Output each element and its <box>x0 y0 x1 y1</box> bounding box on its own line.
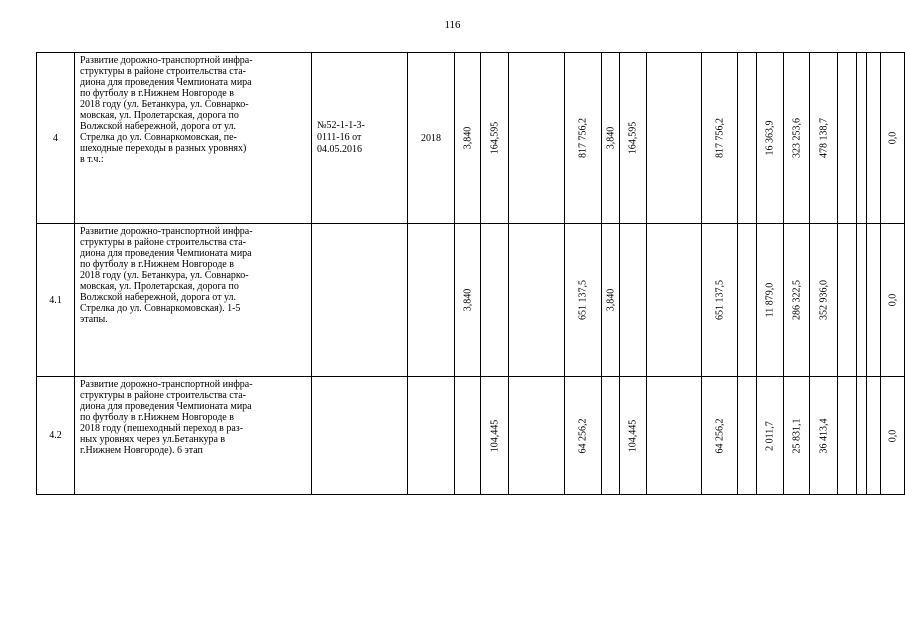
cell-c12: 352 936,0 <box>810 224 838 377</box>
row-contract: №52-1-1-3- 0111-16 от 04.05.2016 <box>312 53 408 224</box>
cell-c8: 817 756,2 <box>702 53 738 224</box>
cell-c7 <box>647 53 702 224</box>
row-year: 2018 <box>408 53 455 224</box>
cell-c6: 164,595 <box>620 53 647 224</box>
cell-c4: 64 256,2 <box>565 377 602 495</box>
cell-c2 <box>481 224 509 377</box>
cell-c11: 323 253,6 <box>784 53 810 224</box>
cell-c6: 104,445 <box>620 377 647 495</box>
cell-c5 <box>602 377 620 495</box>
cell-c1: 3,840 <box>455 224 481 377</box>
cell-c9 <box>738 377 757 495</box>
cell-c13 <box>838 53 857 224</box>
cell-c4: 651 137,5 <box>565 224 602 377</box>
cell-c16: 0,0 <box>881 53 905 224</box>
cell-c2: 104,445 <box>481 377 509 495</box>
data-table <box>36 52 905 495</box>
cell-c12: 478 138,7 <box>810 53 838 224</box>
cell-c10: 11 879,0 <box>757 224 784 377</box>
row-year <box>408 224 455 377</box>
table-row <box>37 53 905 224</box>
cell-c14 <box>857 53 867 224</box>
row-contract <box>312 377 408 495</box>
row-description: Развитие дорожно-транспортной инфра- структуры в районе строительства ста- диона для проведения Чемпионата мира по футболу в г.Нижнем Новгороде в 2018 году (пешеходный переход в раз- ных уровнях через ул.Бетанкура в г.Нижнем Новгороде). 6 этап <box>75 377 312 495</box>
cell-c8: 651 137,5 <box>702 224 738 377</box>
cell-c5: 3,840 <box>602 224 620 377</box>
row-number: 4.1 <box>37 224 75 377</box>
row-description: Развитие дорожно-транспортной инфра- структуры в районе строительства ста- диона для проведения Чемпионата мира по футболу в г.Нижнем Новгороде в 2018 году (ул. Бетанкура, ул. Совнарко- мовская, ул. Пролетарская, дорога по Волжской набережной, дорога от ул. Стрелка до ул. Совнаркомовская). 1-5 этапы. <box>75 224 312 377</box>
cell-c14 <box>857 377 867 495</box>
row-contract <box>312 224 408 377</box>
cell-c10: 16 363,9 <box>757 53 784 224</box>
cell-c15 <box>867 53 881 224</box>
cell-c16: 0,0 <box>881 377 905 495</box>
cell-c12: 36 413,4 <box>810 377 838 495</box>
cell-c7 <box>647 224 702 377</box>
row-number: 4.2 <box>37 377 75 495</box>
cell-c1: 3,840 <box>455 53 481 224</box>
cell-c15 <box>867 377 881 495</box>
cell-c5: 3,840 <box>602 53 620 224</box>
cell-c3 <box>509 224 565 377</box>
row-number: 4 <box>37 53 75 224</box>
cell-c3 <box>509 53 565 224</box>
cell-c15 <box>867 224 881 377</box>
row-year <box>408 377 455 495</box>
cell-c14 <box>857 224 867 377</box>
page-number: 116 <box>444 19 461 31</box>
cell-c9 <box>738 53 757 224</box>
cell-c8: 64 256,2 <box>702 377 738 495</box>
cell-c11: 25 831,1 <box>784 377 810 495</box>
cell-c1 <box>455 377 481 495</box>
cell-c3 <box>509 377 565 495</box>
cell-c2: 164,595 <box>481 53 509 224</box>
table-row <box>37 377 905 495</box>
cell-c7 <box>647 377 702 495</box>
cell-c13 <box>838 224 857 377</box>
cell-c16: 0,0 <box>881 224 905 377</box>
cell-c11: 286 322,5 <box>784 224 810 377</box>
table-row <box>37 224 905 377</box>
cell-c10: 2 011,7 <box>757 377 784 495</box>
cell-c6 <box>620 224 647 377</box>
cell-c13 <box>838 377 857 495</box>
cell-c9 <box>738 224 757 377</box>
cell-c4: 817 756,2 <box>565 53 602 224</box>
row-description: Развитие дорожно-транспортной инфра- структуры в районе строительства ста- диона для проведения Чемпионата мира по футболу в г.Нижнем Новгороде в 2018 году (ул. Бетанкура, ул. Совнарко- мовская, ул. Пролетарская, дорога по Волжской набережной, дорога от ул. Стрелка до ул. Совнаркомовская, пе- шеходные переходы в разных уровнях) в т.ч.: <box>75 53 312 224</box>
